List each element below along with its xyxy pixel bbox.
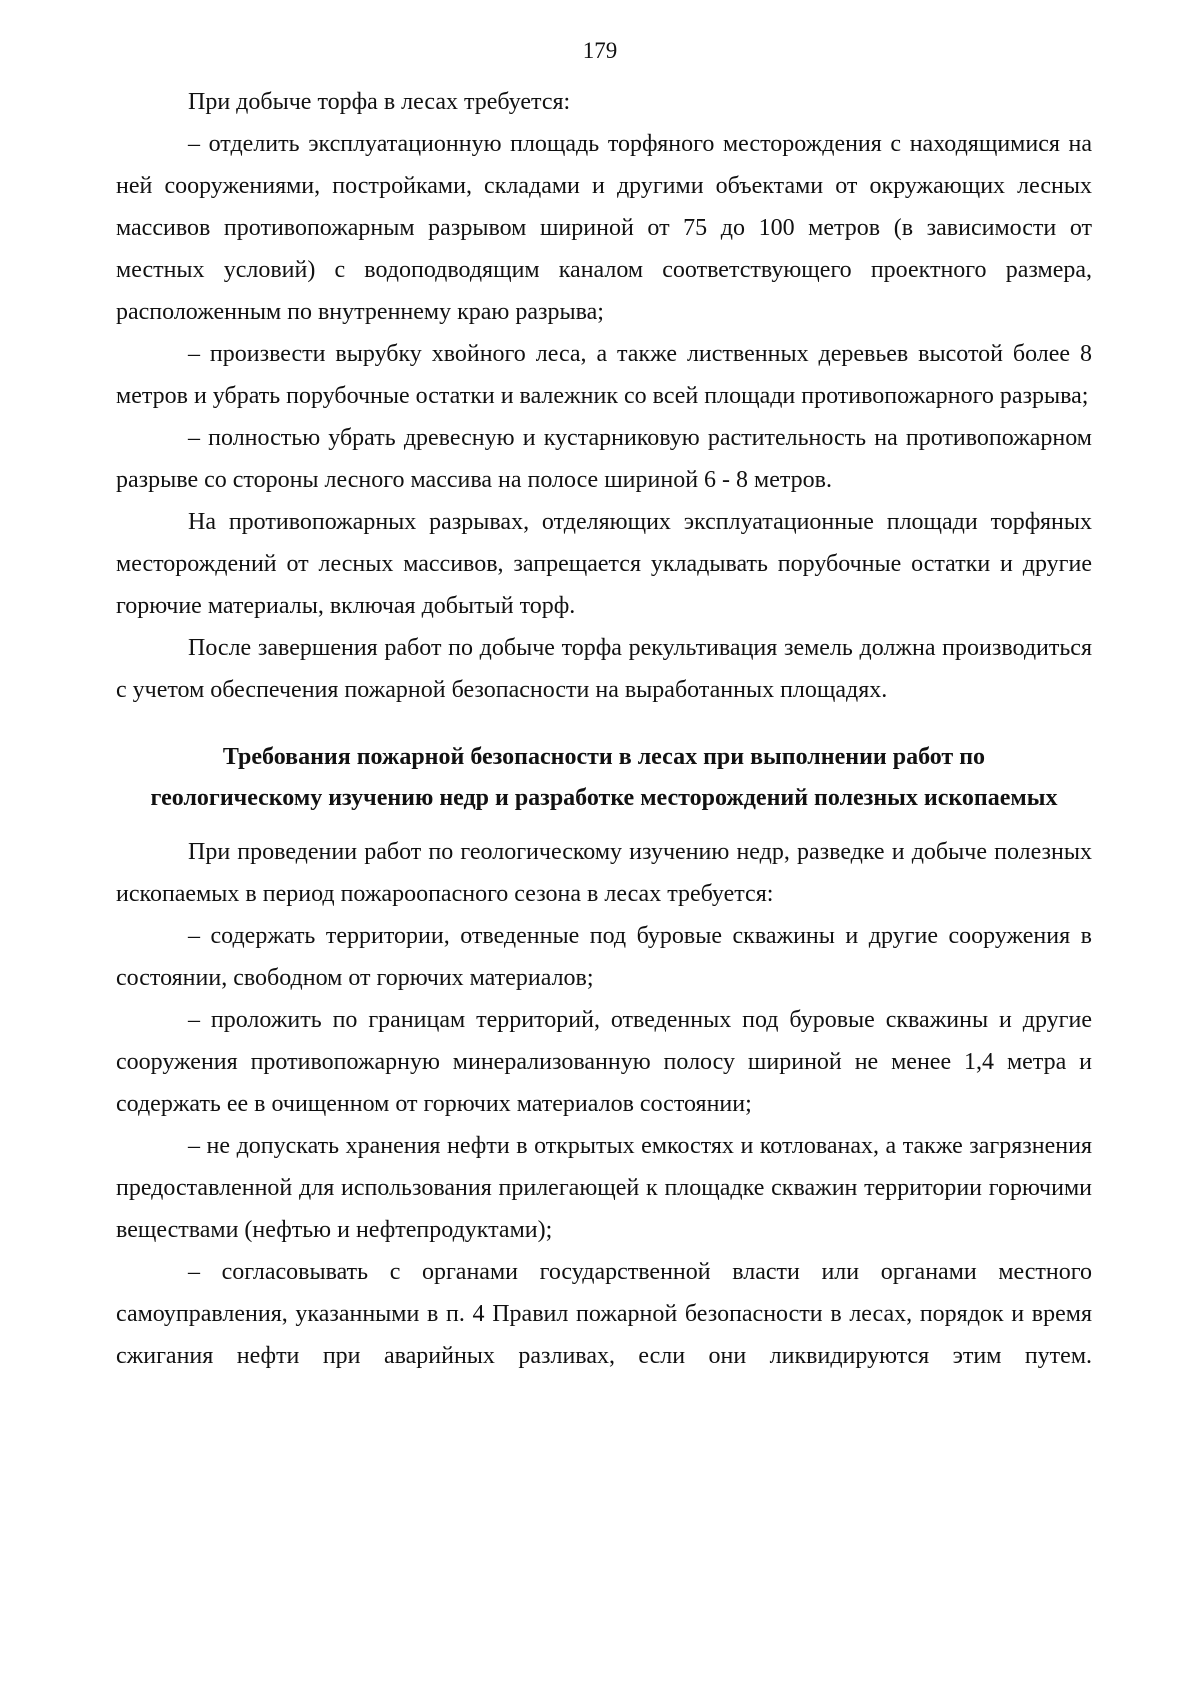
page-number: 179 xyxy=(582,38,618,63)
section-heading-line-2: геологическому изучению недр и разработке месторождений полезных ископаемых xyxy=(150,785,1058,811)
section-heading-line-1: Требования пожарной безопасности в лесах при выполнении работ по xyxy=(222,744,986,770)
list-item-separate-area: – отделить эксплуатационную площадь торфяного месторождения с находящимися на ней сооружениями, постройками, складами и другими объектами от окружающих лесных массивов противопожарным разрывом шириной от 75 до 100 метров (в зависимости от местных условий) с водоподводящим каналом соответствующего проектного размера, расположенным по внутреннему краю разрыва; xyxy=(116,131,1092,325)
list-item-cut-forest: – произвести вырубку хвойного леса, а также лиственных деревьев высотой более 8 метров и убрать порубочные остатки и валежник со всей площади противопожарного разрыва; xyxy=(116,341,1092,409)
list-item-keep-territory-clear: – содержать территории, отведенные под буровые скважины и другие сооружения в состоянии, свободном от горючих материалов; xyxy=(116,923,1092,991)
paragraph-firebreak-prohibition: На противопожарных разрывах, отделяющих эксплуатационные площади торфяных месторождений от лесных массивов, запрещается укладывать порубочные остатки и другие горючие материалы, включая добытый торф. xyxy=(116,509,1092,619)
list-item-remove-vegetation: – полностью убрать древесную и кустарниковую растительность на противопожарном разрыве со стороны лесного массива на полосе шириной 6 - 8 метров. xyxy=(116,425,1092,493)
paragraph-intro-geology: При проведении работ по геологическому изучению недр, разведке и добыче полезных ископаемых в период пожароопасного сезона в лесах требуется: xyxy=(116,839,1092,907)
paragraph-intro-peat: При добыче торфа в лесах требуется: xyxy=(188,89,571,115)
list-item-oil-burning: – согласовывать с органами государственной власти или органами местного самоуправления, указанными в п. 4 Правил пожарной безопасности в лесах, порядок и время сжигания нефти при аварийных разливах, если они ликвидируются этим путем. xyxy=(116,1259,1092,1369)
list-item-oil-storage: – не допускать хранения нефти в открытых емкостях и котлованах, а также загрязнения предоставленной для использования прилегающей к площадке скважин территории горючими веществами (нефтью и нефтепродуктами); xyxy=(116,1133,1092,1243)
paragraph-reclamation: После завершения работ по добыче торфа рекультивация земель должна производиться с учетом обеспечения пожарной безопасности на выработанных площадях. xyxy=(116,635,1092,703)
document-body xyxy=(116,81,1092,1377)
list-item-mineralized-strip: – проложить по границам территорий, отведенных под буровые скважины и другие сооружения противопожарную минерализованную полосу шириной не менее 1,4 метра и содержать ее в очищенном от горючих материалов состоянии; xyxy=(116,1007,1092,1117)
section-heading xyxy=(116,737,1092,819)
